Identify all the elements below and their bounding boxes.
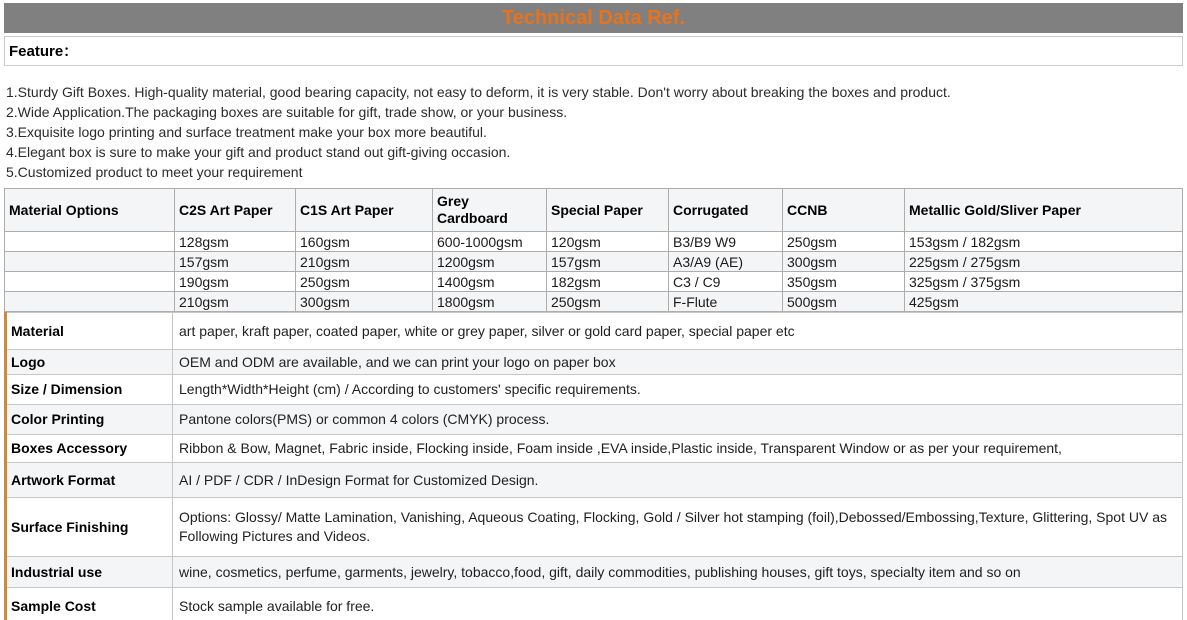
column-header-corrugated: Corrugated: [669, 189, 783, 232]
spec-row-boxes-accessory: [6, 435, 1183, 463]
cell: [5, 232, 175, 252]
spec-row-artwork-format: [6, 463, 1183, 498]
column-header-special-paper: Special Paper: [547, 189, 669, 232]
cell: 210gsm: [175, 292, 296, 312]
cell: 350gsm: [783, 272, 905, 292]
feature-heading-box: [4, 36, 1183, 66]
cell: B3/B9 W9: [669, 232, 783, 252]
cell: 300gsm: [783, 252, 905, 272]
spec-label: Industrial use: [6, 557, 173, 588]
spec-label: Color Printing: [6, 405, 173, 435]
column-header-c1s-art-paper: C1S Art Paper: [296, 189, 433, 232]
cell: 182gsm: [547, 272, 669, 292]
cell: 157gsm: [547, 252, 669, 272]
cell: 250gsm: [547, 292, 669, 312]
column-header-c2s-art-paper: C2S Art Paper: [175, 189, 296, 232]
spec-label: Logo: [6, 350, 173, 375]
cell: 160gsm: [296, 232, 433, 252]
column-header-ccnb: CCNB: [783, 189, 905, 232]
cell: [5, 272, 175, 292]
feature-item-5: 5.Customized product to meet your requirement: [6, 164, 303, 180]
feature-item-4: 4.Elegant box is sure to make your gift and product stand out gift-giving occasion.: [6, 144, 511, 160]
section-title-bar: [4, 3, 1183, 33]
spec-label: Surface Finishing: [6, 498, 173, 557]
cell: 157gsm: [175, 252, 296, 272]
cell: C3 / C9: [669, 272, 783, 292]
cell: 1800gsm: [433, 292, 547, 312]
cell: 1400gsm: [433, 272, 547, 292]
column-header-material-options: Material Options: [5, 189, 175, 232]
spec-value: AI / PDF / CDR / InDesign Format for Customized Design.: [173, 463, 1183, 498]
cell: 210gsm: [296, 252, 433, 272]
feature-heading: Feature：: [9, 43, 79, 60]
spec-value: Ribbon & Bow, Magnet, Fabric inside, Flocking inside, Foam inside ,EVA inside,Plastic inside, Transparent Window or as per your requirement,: [173, 435, 1183, 463]
cell: [5, 292, 175, 312]
feature-item-1: 1.Sturdy Gift Boxes. High-quality material, good bearing capacity, not easy to deform, it is very stable. Don't worry about breaking the boxes and product.: [6, 84, 951, 100]
cell: 250gsm: [783, 232, 905, 252]
spec-value: Options: Glossy/ Matte Lamination, Vanishing, Aqueous Coating, Flocking, Gold / Silver hot stamping (foil),Debossed/Embossing,Texture, Glittering, Spot UV as Following Pictures and Videos.: [173, 498, 1183, 557]
spec-value: Pantone colors(PMS) or common 4 colors (CMYK) process.: [173, 405, 1183, 435]
cell: 325gsm / 375gsm: [905, 272, 1183, 292]
spec-row-sample-cost: [6, 588, 1183, 620]
spec-row-surface-finishing: [6, 498, 1183, 557]
cell: A3/A9 (AE): [669, 252, 783, 272]
spec-row-industrial-use: [6, 557, 1183, 588]
cell: 128gsm: [175, 232, 296, 252]
spec-label: Sample Cost: [6, 588, 173, 620]
cell: 120gsm: [547, 232, 669, 252]
feature-item-3: 3.Exquisite logo printing and surface treatment make your box more beautiful.: [6, 124, 487, 140]
spec-label: Material: [6, 313, 173, 350]
spec-row-size-dimension: [6, 375, 1183, 405]
spec-label: Size / Dimension: [6, 375, 173, 405]
spec-value: OEM and ODM are available, and we can print your logo on paper box: [173, 350, 1183, 375]
spec-value: Length*Width*Height (cm) / According to customers' specific requirements.: [173, 375, 1183, 405]
feature-item-2: 2.Wide Application.The packaging boxes are suitable for gift, trade show, or your business.: [6, 104, 568, 120]
cell: 425gsm: [905, 292, 1183, 312]
cell: 600-1000gsm: [433, 232, 547, 252]
spec-row-material: [6, 313, 1183, 350]
material-options-header-row: [5, 189, 1183, 232]
spec-label: Artwork Format: [6, 463, 173, 498]
table-row: [5, 272, 1183, 292]
table-row: [5, 232, 1183, 252]
cell: 1200gsm: [433, 252, 547, 272]
material-options-table: [4, 188, 1183, 312]
section-title: Technical Data Ref.: [501, 7, 686, 29]
spec-value: art paper, kraft paper, coated paper, white or grey paper, silver or gold card paper, special paper etc: [173, 313, 1183, 350]
spec-row-color-printing: [6, 405, 1183, 435]
spec-value: wine, cosmetics, perfume, garments, jewelry, tobacco,food, gift, daily commodities, publishing houses, gift toys, specialty item and so on: [173, 557, 1183, 588]
cell: [5, 252, 175, 272]
cell: 225gsm / 275gsm: [905, 252, 1183, 272]
cell: 190gsm: [175, 272, 296, 292]
cell: 250gsm: [296, 272, 433, 292]
table-row: [5, 292, 1183, 312]
cell: 300gsm: [296, 292, 433, 312]
specification-table: [4, 312, 1183, 620]
spec-row-logo: [6, 350, 1183, 375]
spec-value: Stock sample available for free.: [173, 588, 1183, 620]
table-row: [5, 252, 1183, 272]
feature-list: [6, 82, 1183, 182]
cell: 500gsm: [783, 292, 905, 312]
column-header-grey-cardboard: Grey Cardboard: [433, 189, 547, 232]
cell: 153gsm / 182gsm: [905, 232, 1183, 252]
cell: F-Flute: [669, 292, 783, 312]
spec-label: Boxes Accessory: [6, 435, 173, 463]
column-header-metallic-paper: Metallic Gold/Sliver Paper: [905, 189, 1183, 232]
